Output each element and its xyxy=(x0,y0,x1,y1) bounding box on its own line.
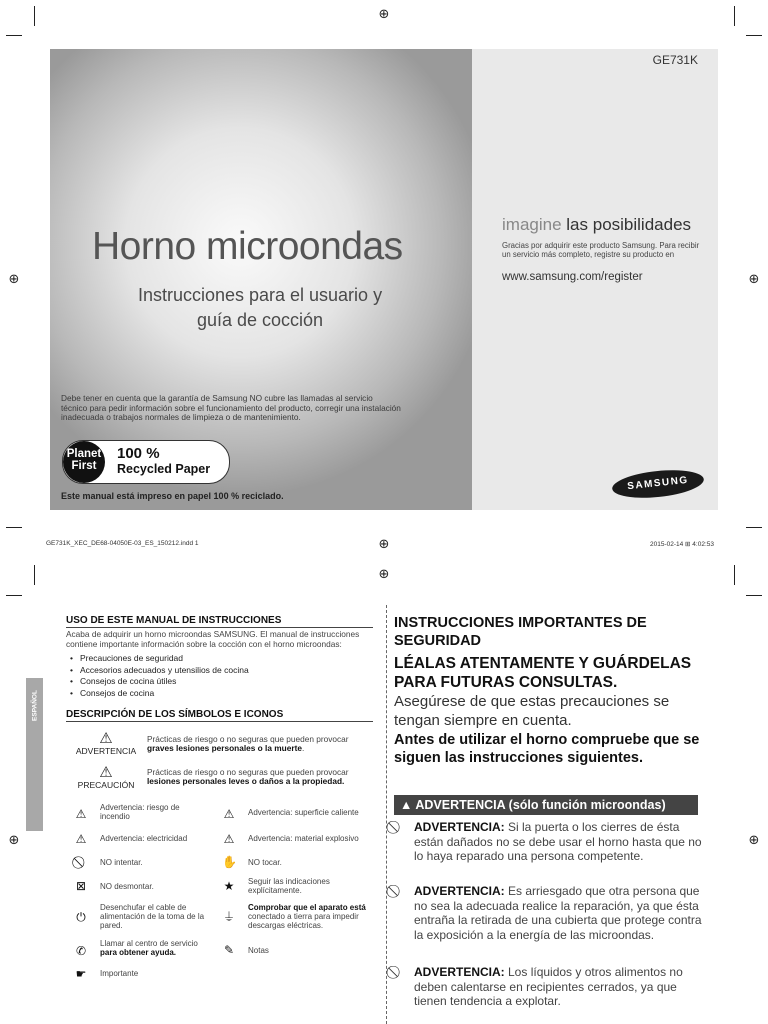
symbol-call-text xyxy=(100,939,210,957)
hot-surface-warning-icon: ⚠ xyxy=(223,807,235,821)
body-asegurese: Asegúrese de que estas precauciones se tengan siempre en cuenta. xyxy=(394,693,670,729)
precaucion-label: PRECAUCIÓN xyxy=(77,780,135,790)
crop-mark xyxy=(746,527,762,528)
badge-recycled: Recycled Paper xyxy=(117,462,211,476)
fire-warning-icon: ⚠ xyxy=(75,807,87,821)
precaucion-symbol xyxy=(66,765,146,790)
symbol-hot-text: Advertencia: superficie caliente xyxy=(248,808,359,817)
cover-subtitle-line2: guía de cocción xyxy=(196,310,324,330)
date-slug: 2015-02-14 ⊞ 4:02:53 xyxy=(650,541,714,548)
badge-planet-text: Planet xyxy=(66,448,102,460)
symbol-no-touch-text: NO tocar. xyxy=(248,858,282,867)
crop-mark xyxy=(6,527,22,528)
warning-item xyxy=(394,965,704,1009)
registration-mark-icon: ⊕ xyxy=(378,7,390,22)
advertencia-desc: Prácticas de riesgo o no seguras que pueden provocar graves lesiones personales o la muerte. xyxy=(147,734,349,754)
no-try-icon xyxy=(74,855,88,869)
symbol-elec-text: Advertencia: electricidad xyxy=(100,834,188,843)
registration-mark-icon: ⊕ xyxy=(8,272,20,287)
thanks-text: Gracias por adquirir este producto Samsung. Para recibir un servicio más completo, registre su producto en xyxy=(502,241,700,259)
warranty-disclaimer: Debe tener en cuenta que la garantía de Samsung NO cubre las llamadas al servicio técnico para pedir información sobre el funcionamiento del producto, corregir una instalación inadecuada o trabajos normales de limpieza o de mantenimiento. xyxy=(61,393,401,422)
phone-service-icon: ✆ xyxy=(75,944,87,958)
badge-first-text: First xyxy=(71,460,97,472)
follow-instructions-icon: ★ xyxy=(223,879,235,893)
important-icon: ☛ xyxy=(75,967,87,981)
symbol-explosive-text: Advertencia: material explosivo xyxy=(248,834,359,843)
list-item: • Consejos de cocina xyxy=(80,688,249,700)
registration-mark-icon: ⊕ xyxy=(378,537,390,552)
symbol-call-b: para obtener ayuda. xyxy=(100,948,177,957)
samsung-logo: SAMSUNG xyxy=(611,466,705,501)
notes-icon: ✎ xyxy=(223,943,235,957)
symbol-ground-text xyxy=(248,903,378,930)
warning-text: Si la puerta o los cierres de ésta están dañados no se debe usar el horno hasta que no lo haya reparado una persona competente. xyxy=(414,820,702,863)
planet-first-badge xyxy=(62,440,230,484)
uso-body: Acaba de adquirir un horno microondas SAMSUNG. El manual de instrucciones contiene importante información sobre la cocción con el horno microondas: xyxy=(66,629,360,649)
tagline-imagine: imagine xyxy=(502,215,562,234)
crop-mark xyxy=(734,565,735,585)
list-item: • Accesorios adecuados y utensilios de cocina xyxy=(80,665,249,677)
warning-text: Es arriesgado que otra persona que no sea la adecuada realice la reparación, ya que ésta entraña la retirada de una cubierta que protege contra la exposición a la energía de las microondas. xyxy=(414,884,702,942)
crop-mark xyxy=(746,35,762,36)
heading-instrucciones: INSTRUCCIONES IMPORTANTES DE SEGURIDAD xyxy=(394,615,647,649)
advertencia-desc-a: Prácticas de riesgo o no seguras que pueden provocar xyxy=(147,734,349,744)
list-item: • Consejos de cocina útiles xyxy=(80,676,249,688)
unplug-icon: ⏻ xyxy=(76,910,86,924)
advertencia-bar: ▲ ADVERTENCIA (sólo función microondas) xyxy=(394,795,698,815)
crop-mark xyxy=(746,595,762,596)
symbol-unplug-text: Desenchufar el cable de alimentación de la toma de la pared. xyxy=(100,903,205,930)
advertencia-symbol xyxy=(66,731,146,756)
tagline xyxy=(502,215,691,235)
planet-first-logo xyxy=(63,441,105,483)
warning-label: ADVERTENCIA: xyxy=(414,965,505,979)
recycled-paper-note: Este manual está impreso en papel 100 % reciclado. xyxy=(61,491,284,501)
precaucion-desc xyxy=(147,768,377,787)
language-tab-label: ESPAÑOL xyxy=(31,690,38,721)
precaucion-desc-b: lesiones personales leves o daños a la propiedad. xyxy=(147,776,345,787)
warning-label: ADVERTENCIA: xyxy=(414,884,505,898)
file-slug: GE731K_XEC_DE68-04050E-03_ES_150212.indd 1 xyxy=(46,540,199,547)
symbol-call-a: Llamar al centro de servicio xyxy=(100,939,198,948)
symbol-ground-b: conectado a tierra para impedir descargas eléctricas. xyxy=(248,912,359,930)
symbol-no-disassemble-text: NO desmontar. xyxy=(100,882,154,891)
warning-text: Los líquidos y otros alimentos no deben calentarse en recipientes cerrados, ya que tienen tendencia a explotar. xyxy=(414,965,683,1008)
crop-mark xyxy=(34,565,35,585)
crop-mark xyxy=(34,6,35,26)
uso-bullet-list xyxy=(80,653,249,699)
warning-item xyxy=(394,884,704,942)
ground-icon: ⏚ xyxy=(222,910,235,924)
cover-page xyxy=(50,49,718,510)
warning-triangle-icon: ⚠ xyxy=(99,764,113,781)
heading-antes: Antes de utilizar el horno compruebe que se siguen las instrucciones siguientes. xyxy=(394,732,700,766)
advertencia-label: ADVERTENCIA xyxy=(75,746,137,756)
crop-mark xyxy=(6,595,22,596)
heading-lealas: LÉALAS ATENTAMENTE Y GUÁRDELAS PARA FUTURAS CONSULTAS. xyxy=(394,655,692,691)
list-item: • Precauciones de seguridad xyxy=(80,653,249,665)
precaucion-desc-a: Prácticas de riesgo o no seguras que pueden provocar xyxy=(147,767,349,777)
advertencia-desc-b: graves lesiones personales o la muerte xyxy=(147,743,302,754)
section-heading-uso: USO DE ESTE MANUAL DE INSTRUCCIONES xyxy=(66,615,373,628)
registration-mark-icon: ⊕ xyxy=(378,567,390,582)
warning-triangle-icon: ⚠ xyxy=(99,730,113,747)
register-url[interactable]: www.samsung.com/register xyxy=(502,271,643,283)
registration-mark-icon: ⊕ xyxy=(748,272,760,287)
registration-mark-icon: ⊕ xyxy=(748,833,760,848)
cover-subtitle-line1: Instrucciones para el usuario y xyxy=(137,285,383,305)
warning-item xyxy=(394,820,704,864)
registration-mark-icon: ⊕ xyxy=(8,833,20,848)
tagline-rest: las posibilidades xyxy=(566,215,692,234)
cover-left-panel xyxy=(50,49,472,510)
crop-mark xyxy=(6,35,22,36)
no-disassemble-icon: ⊠ xyxy=(75,879,87,893)
crop-mark xyxy=(734,6,735,26)
explosive-warning-icon: ⚠ xyxy=(223,832,235,846)
model-code: GE731K xyxy=(652,53,698,67)
no-touch-icon: ✋ xyxy=(222,855,237,869)
symbol-fire-text: Advertencia: riesgo de incendio xyxy=(100,803,180,821)
warning-label: ADVERTENCIA: xyxy=(414,820,505,834)
symbol-notes-text: Notas xyxy=(248,946,269,955)
electric-warning-icon: ⚠ xyxy=(75,832,87,846)
symbol-no-try-text: NO intentar. xyxy=(100,858,143,867)
symbol-important-text: Importante xyxy=(100,969,139,978)
cover-title: Horno microondas xyxy=(92,225,403,268)
cover-right-panel xyxy=(472,49,718,510)
badge-percent: 100 % xyxy=(117,445,160,462)
section-heading-simbolos: DESCRIPCIÓN DE LOS SÍMBOLOS E ICONOS xyxy=(66,709,373,722)
symbol-follow-text: Seguir las indicaciones explícitamente. xyxy=(248,877,330,895)
symbol-ground-a: Comprobar que el aparato está xyxy=(248,903,366,912)
language-tab xyxy=(26,678,43,831)
column-divider xyxy=(386,605,387,1024)
